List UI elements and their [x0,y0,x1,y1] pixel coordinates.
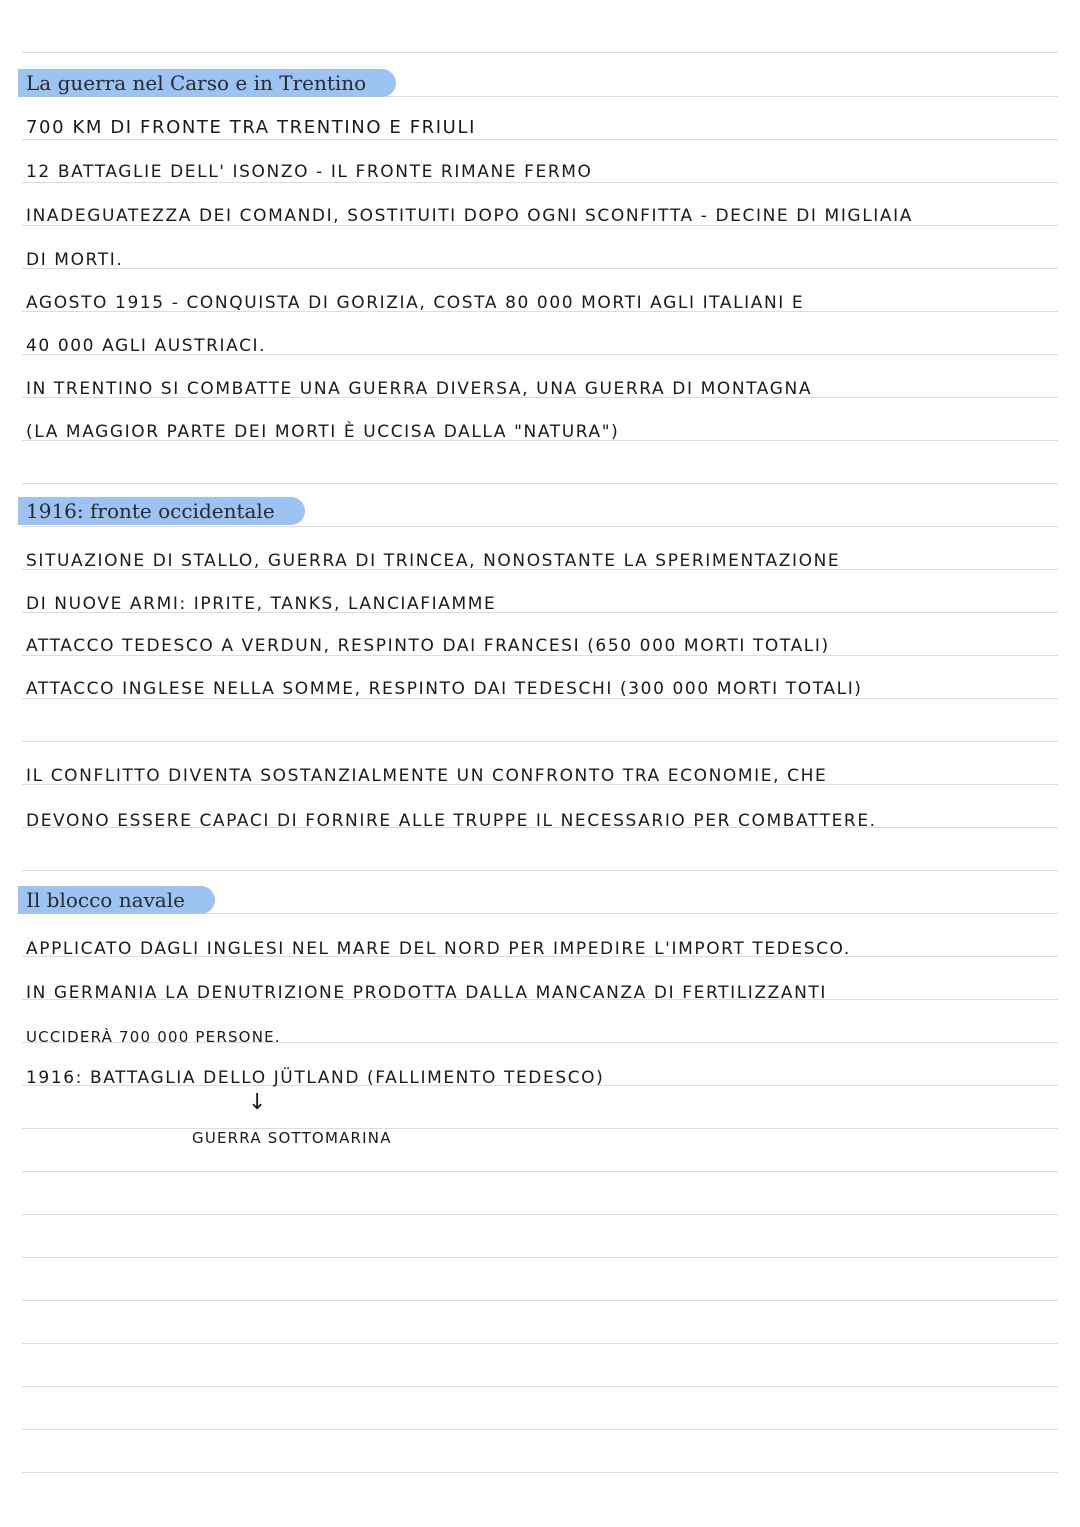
note-line: (LA MAGGIOR PARTE DEI MORTI È UCCISA DALLA "NATURA") [26,422,620,442]
rule-line [22,52,1058,53]
rule-line [22,1257,1058,1258]
note-line: IL CONFLITTO DIVENTA SOSTANZIALMENTE UN CONFRONTO TRA ECONOMIE, CHE [26,766,828,786]
rule-line [22,1300,1058,1301]
rule-line [22,268,1058,269]
rule-line [22,1343,1058,1344]
note-line: DEVONO ESSERE CAPACI DI FORNIRE ALLE TRUPPE IL NECESSARIO PER COMBATTERE. [26,811,877,831]
rule-line [22,1214,1058,1215]
rule-line [22,483,1058,484]
note-line: IN GERMANIA LA DENUTRIZIONE PRODOTTA DALLA MANCANZA DI FERTILIZZANTI [26,983,828,1003]
note-line: 700 KM DI FRONTE TRA TRENTINO E FRIULI [26,117,476,138]
rule-line [22,870,1058,871]
note-line: ATTACCO INGLESE NELLA SOMME, RESPINTO DAI TEDESCHI (300 000 MORTI TOTALI) [26,679,863,699]
rule-line [22,182,1058,183]
rule-line [22,741,1058,742]
down-arrow-icon: ↓ [248,1090,267,1115]
note-line: SITUAZIONE DI STALLO, GUERRA DI TRINCEA, NONOSTANTE LA SPERIMENTAZIONE [26,551,841,571]
section-heading-carso-trentino: La guerra nel Carso e in Trentino [18,69,396,97]
note-line: DI MORTI. [26,250,124,270]
note-line: IN TRENTINO SI COMBATTE UNA GUERRA DIVERSA, UNA GUERRA DI MONTAGNA [26,379,813,399]
note-line: GUERRA SOTTOMARINA [192,1129,392,1147]
note-line: ATTACCO TEDESCO A VERDUN, RESPINTO DAI FRANCESI (650 000 MORTI TOTALI) [26,636,830,656]
rule-line [22,1472,1058,1473]
note-line: AGOSTO 1915 - CONQUISTA DI GORIZIA, COSTA 80 000 MORTI AGLI ITALIANI E [26,293,805,313]
note-line: INADEGUATEZZA DEI COMANDI, SOSTITUITI DOPO OGNI SCONFITTA - DECINE DI MIGLIAIA [26,206,913,226]
rule-line [22,1171,1058,1172]
note-line: 40 000 AGLI AUSTRIACI. [26,336,267,356]
rule-line [22,1128,1058,1129]
rule-line [22,139,1058,140]
note-line: 12 BATTAGLIE DELL' ISONZO - IL FRONTE RIMANE FERMO [26,162,593,182]
section-heading-blocco-navale: Il blocco navale [18,886,215,914]
rule-line [22,1429,1058,1430]
rule-line [22,526,1058,527]
note-line: 1916: BATTAGLIA DELLO JÜTLAND (FALLIMENTO TEDESCO) [26,1068,605,1088]
note-line: UCCIDERÀ 700 000 PERSONE. [26,1028,281,1046]
note-line: DI NUOVE ARMI: IPRITE, TANKS, LANCIAFIAMME [26,594,497,614]
note-line: APPLICATO DAGLI INGLESI NEL MARE DEL NORD PER IMPEDIRE L'IMPORT TEDESCO. [26,939,851,959]
rule-line [22,1386,1058,1387]
section-heading-fronte-occidentale: 1916: fronte occidentale [18,497,305,525]
